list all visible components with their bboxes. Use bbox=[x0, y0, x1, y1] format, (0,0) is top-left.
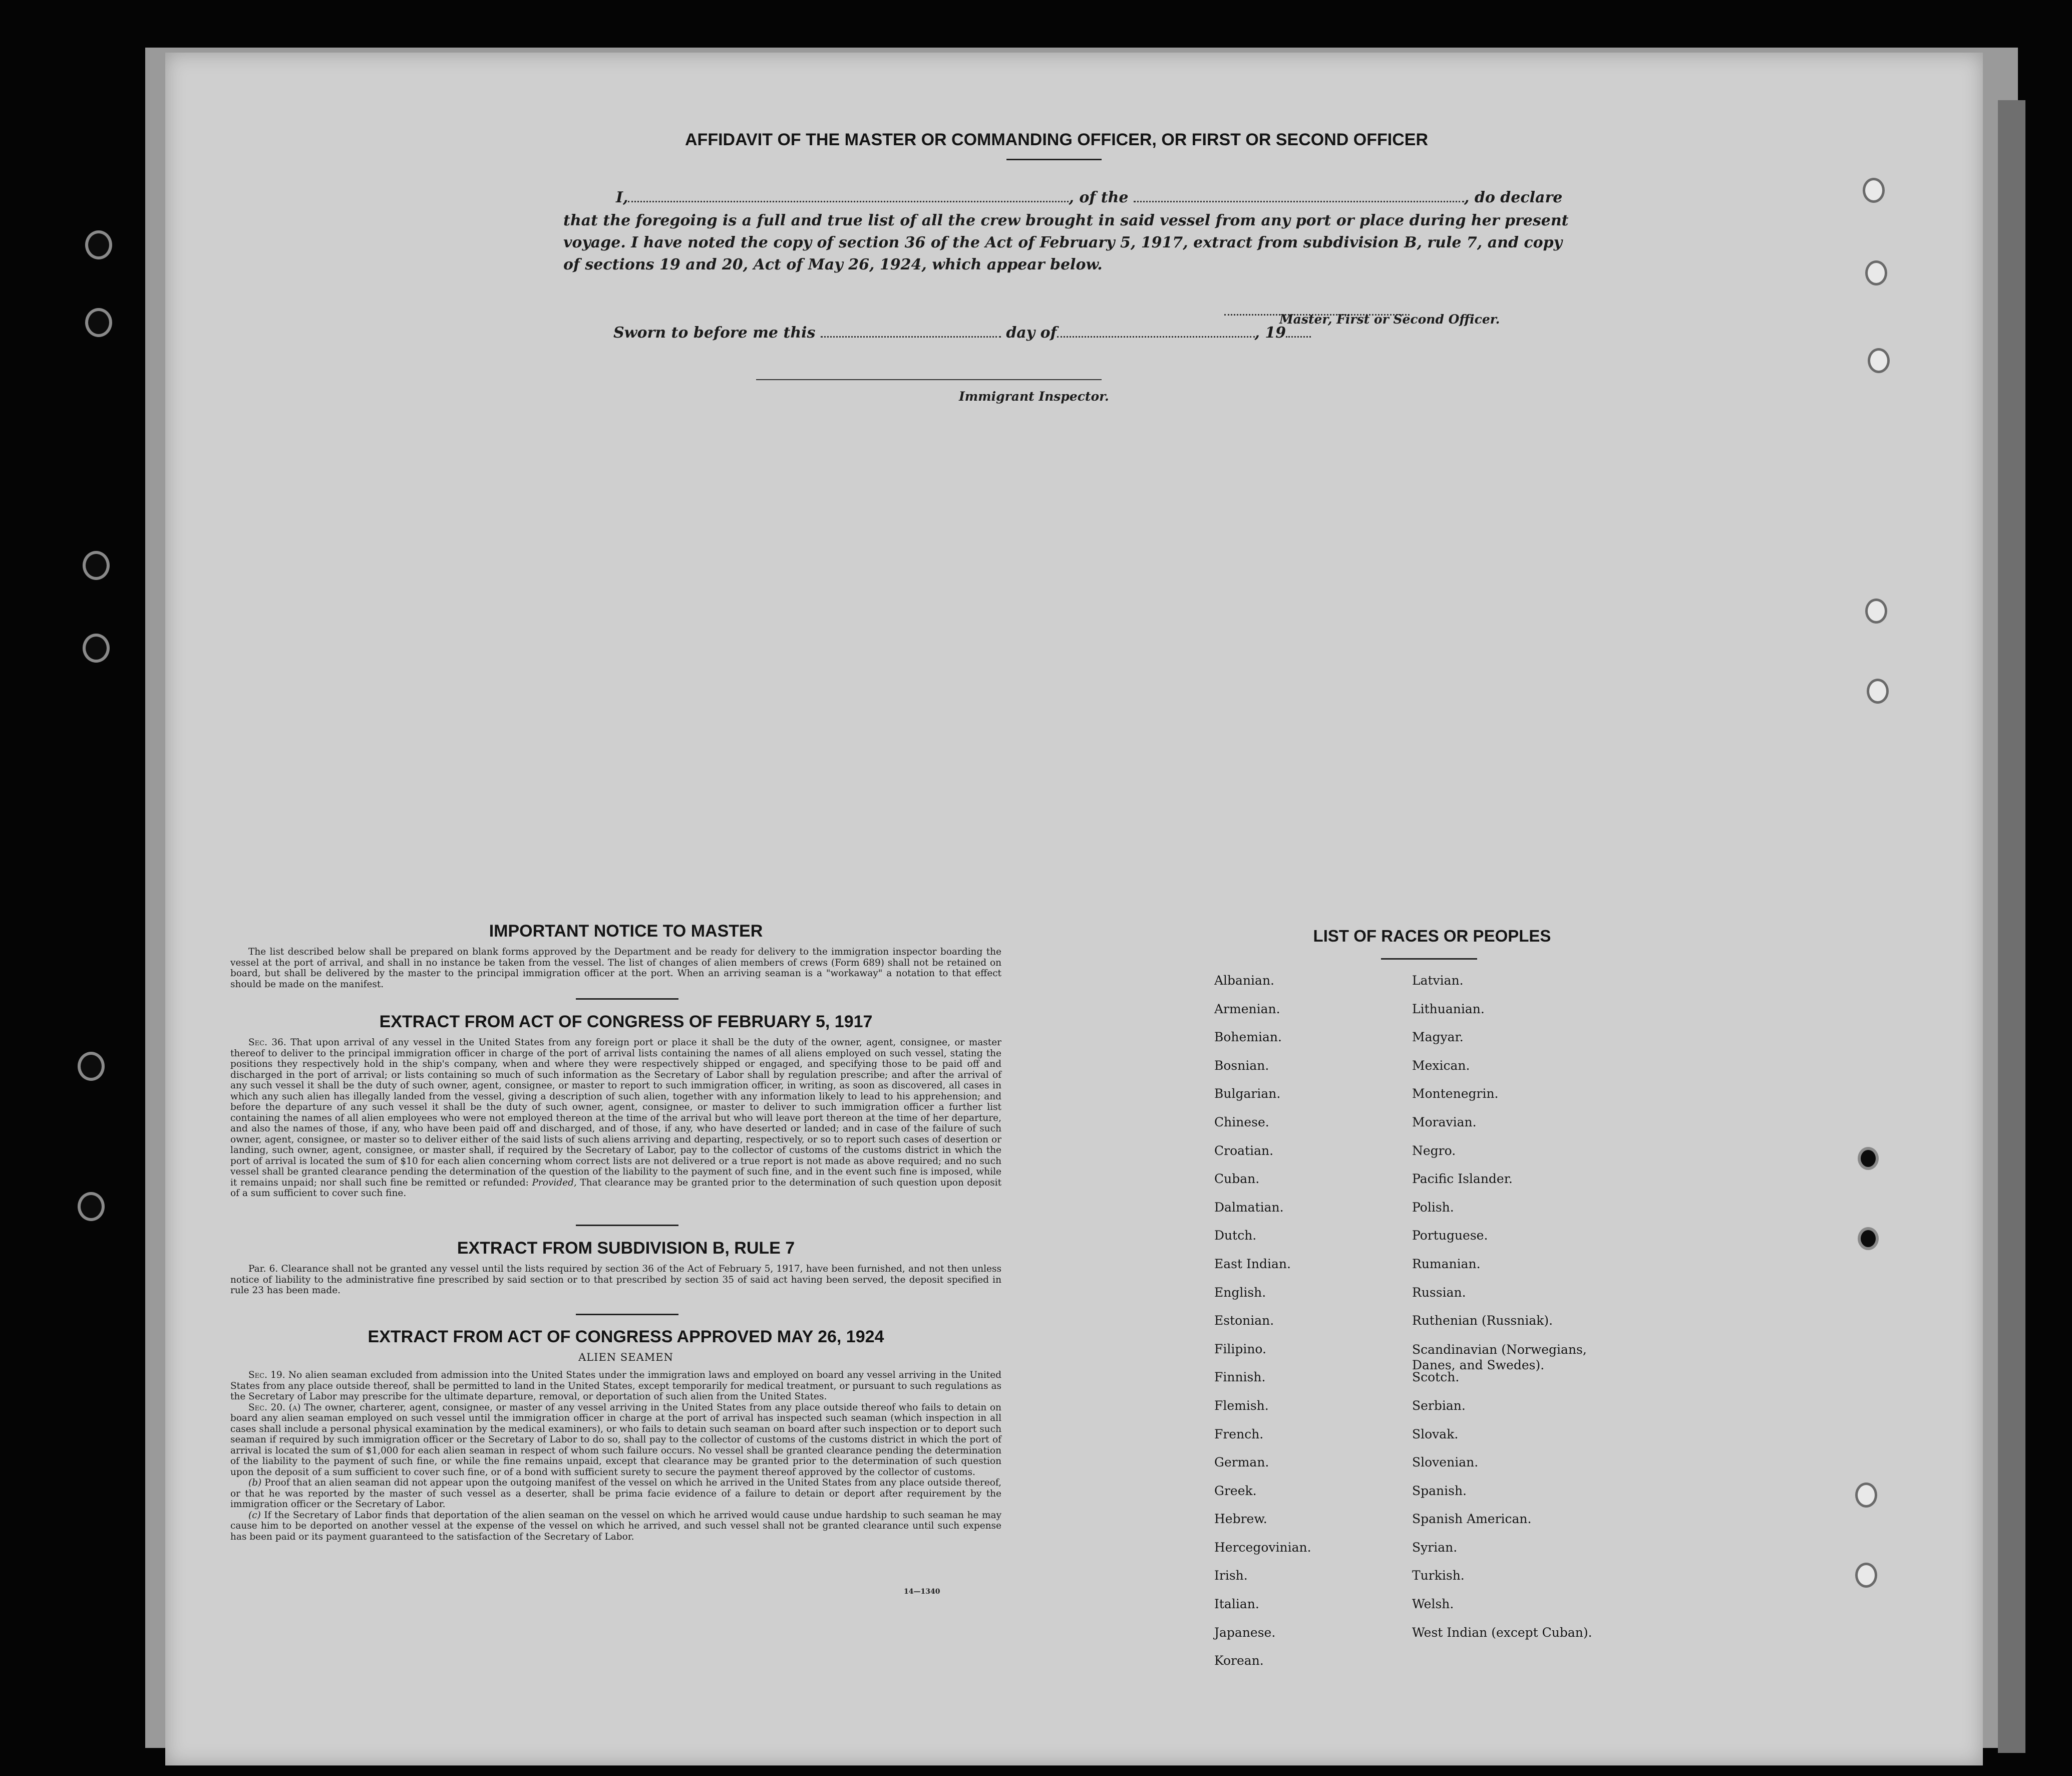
month-blank[interactable] bbox=[1057, 325, 1255, 338]
races-list-right bbox=[1412, 973, 1622, 1653]
race-item: Magyar. bbox=[1412, 1030, 1464, 1045]
sec20c-label: (c) bbox=[248, 1510, 261, 1521]
race-item: Bohemian. bbox=[1214, 1030, 1282, 1045]
race-item: Scotch. bbox=[1412, 1370, 1460, 1385]
race-item: Turkish. bbox=[1412, 1568, 1465, 1583]
binder-hole bbox=[1855, 1483, 1877, 1508]
race-item: Hercegovinian. bbox=[1214, 1540, 1311, 1555]
sec19-text: No alien seaman excluded from admission into the United States under the immigration laws and employed on board any vessel arriving in the United States from any place outside thereof, shall be permitted to land in the United States, except temporarily for medical treatment, or pursuant to such regulations as the Secretary of Labor may prescribe for the ultimate departure, removal, or deportation of such alien from the United States. bbox=[230, 1370, 1002, 1402]
sec20a-text: The owner, charterer, agent, consignee, or master of any vessel arriving in the United States from any place outside thereof who fails to detain on board any alien seaman employed on such vessel until the immigration officer in charge at the port of arrival has inspected such seaman (which inspection in all cases shall include a personal physical examination by the medical examiners), or who fails to detain such seaman on board after such inspection or to deport such seaman if required by such immigration officer or the Secretary of Labor to do so, shall pay to the collector of customs of the customs district in which the port of arrival is located the sum of $1,000 for each alien seaman in respect of whom such failure occurs. No vessel shall be granted clearance pending the determination of the liability to the payment of such fine, or while the fine remains unpaid, except that clearance may be granted prior to the determination of such question upon the deposit of a sum sufficient to cover such fine, or of a bond with sufficient surety to secure the payment thereof approved by the collector of customs. bbox=[230, 1402, 1001, 1477]
form-number: 14—1340 bbox=[904, 1588, 940, 1596]
rule7-divider bbox=[576, 1314, 678, 1315]
race-item: Latvian. bbox=[1412, 973, 1464, 988]
races-title: LIST OF RACES OR PEOPLES bbox=[1313, 927, 1551, 945]
race-item: Lithuanian. bbox=[1412, 1001, 1485, 1016]
race-item: West Indian (except Cuban). bbox=[1412, 1625, 1592, 1640]
affidavit-line-4: of sections 19 and 20, Act of May 26, 1924, which appear below. bbox=[563, 256, 1103, 273]
provided-word: Provided, bbox=[532, 1177, 577, 1188]
race-item: Dutch. bbox=[1214, 1228, 1257, 1243]
race-item: Serbian. bbox=[1412, 1398, 1466, 1413]
binder-hole bbox=[78, 1052, 105, 1081]
sec20b-label: (b) bbox=[248, 1477, 262, 1488]
race-item: Bosnian. bbox=[1214, 1058, 1269, 1073]
binder-hole bbox=[1865, 599, 1887, 624]
race-item: Filipino. bbox=[1214, 1341, 1266, 1356]
affidavit-line-3: voyage. I have noted the copy of section 36 of the Act of February 5, 1917, extract from subdivision B, rule 7, and copy bbox=[563, 234, 1563, 251]
race-item: Finnish. bbox=[1214, 1370, 1266, 1385]
races-list-left bbox=[1214, 973, 1311, 1682]
race-item: Croatian. bbox=[1214, 1143, 1274, 1158]
race-item: Italian. bbox=[1214, 1597, 1259, 1612]
binder-hole bbox=[1855, 1563, 1877, 1588]
affidavit-line-2: that the foregoing is a full and true list of all the crew brought in said vessel from any port or place during her present bbox=[563, 212, 1569, 229]
race-item: Cuban. bbox=[1214, 1171, 1260, 1187]
race-item: Albanian. bbox=[1214, 973, 1275, 988]
race-item: Mexican. bbox=[1412, 1058, 1470, 1073]
master-label: Master, First or Second Officer. bbox=[1279, 312, 1500, 327]
races-divider bbox=[1381, 958, 1477, 960]
race-item: Portuguese. bbox=[1412, 1228, 1488, 1243]
binder-hole bbox=[1868, 348, 1890, 373]
notice-divider bbox=[576, 998, 678, 1000]
notice-title: IMPORTANT NOTICE TO MASTER bbox=[489, 922, 763, 941]
race-item: Estonian. bbox=[1214, 1313, 1274, 1328]
race-item: Flemish. bbox=[1214, 1398, 1269, 1413]
rule7-paragraph: Par. 6. Clearance shall not be granted any vessel until the lists required by section 36 of the Act of February 5, 1917, have been furnished, and not then unless notice of liability to the administrative fine prescribed by said section or to that prescribed by section 35 of said act having been served, the deposit specified in rule 23 has been made. bbox=[230, 1264, 1001, 1296]
race-item: Korean. bbox=[1214, 1653, 1264, 1668]
affidavit-line-1 bbox=[616, 189, 1562, 206]
race-item: Welsh. bbox=[1412, 1597, 1454, 1612]
race-item: Irish. bbox=[1214, 1568, 1248, 1583]
affidavit-title: AFFIDAVIT OF THE MASTER OR COMMANDING OFFICER, OR FIRST OR SECOND OFFICER bbox=[685, 130, 1428, 149]
race-item: Slovak. bbox=[1412, 1426, 1459, 1441]
binder-hole bbox=[83, 634, 110, 663]
inspector-label: Immigrant Inspector. bbox=[959, 389, 1109, 404]
rule7-title: EXTRACT FROM SUBDIVISION B, RULE 7 bbox=[457, 1239, 795, 1258]
race-item: East Indian. bbox=[1214, 1256, 1291, 1271]
extract-1917-text bbox=[230, 1037, 1001, 1199]
year-blank[interactable] bbox=[1286, 325, 1311, 338]
binder-hole bbox=[1858, 1147, 1879, 1170]
rule7-text bbox=[230, 1264, 1001, 1296]
title-divider bbox=[1006, 159, 1102, 160]
race-item: Syrian. bbox=[1412, 1540, 1458, 1555]
race-item: Hebrew. bbox=[1214, 1512, 1267, 1527]
extract-1917-title: EXTRACT FROM ACT OF CONGRESS OF FEBRUARY 5, 1917 bbox=[379, 1012, 873, 1031]
page-edge bbox=[1998, 100, 2025, 1753]
sworn-start: Sworn to before me this bbox=[613, 324, 816, 342]
race-item: Rumanian. bbox=[1412, 1256, 1481, 1271]
name-blank[interactable] bbox=[628, 190, 1069, 202]
race-item: Armenian. bbox=[1214, 1001, 1280, 1016]
race-item: French. bbox=[1214, 1426, 1264, 1441]
sworn-day-of: day of bbox=[1006, 324, 1057, 342]
affidavit-line1-start: I, bbox=[616, 189, 628, 206]
sec36-text-end: That clearance may be granted prior to the determination of such question upon deposit of a sum sufficient to cover such fine. bbox=[230, 1177, 1002, 1199]
race-item: Scandinavian (Norwegians, Danes, and Swedes). bbox=[1412, 1342, 1587, 1372]
binder-hole bbox=[1858, 1227, 1879, 1250]
notice-text bbox=[230, 947, 1001, 990]
sec20c-text: If the Secretary of Labor finds that deportation of the alien seaman on the vessel on which he arrived would cause undue hardship to such seaman he may cause him to be deported on another vessel at the expense of the vessel on which he arrived, and such vessel shall not be granted clearance until such expense has been paid or its payment guaranteed to the satisfaction of the Secretary of Labor. bbox=[230, 1510, 1001, 1542]
sec20-label: Sec. 20. (a) bbox=[248, 1402, 301, 1413]
inspector-signature-line[interactable] bbox=[756, 368, 1102, 380]
notice-paragraph: The list described below shall be prepared on blank forms approved by the Department and be ready for delivery to the immigration inspector boarding the vessel at the port of arrival, and shall in no instance be taken from the vessel. The list of changes of alien members of crews (Form 689) shall not be retained on board, but shall be delivered by the master to the principal immigration officer at the port. When an arriving seaman is a "workaway" a notation to that effect should be made on the manifest. bbox=[230, 947, 1001, 990]
affidavit-line1-end: , do declare bbox=[1464, 189, 1563, 206]
race-item: Pacific Islander. bbox=[1412, 1171, 1513, 1187]
sec19-label: Sec. 19. bbox=[248, 1370, 285, 1380]
race-item: Bulgarian. bbox=[1214, 1086, 1281, 1101]
binder-hole bbox=[1865, 260, 1887, 285]
extract-1924-text bbox=[230, 1370, 1001, 1542]
sec36-label: Sec. 36. bbox=[248, 1037, 286, 1048]
binder-hole bbox=[85, 308, 112, 337]
binder-hole bbox=[83, 551, 110, 580]
race-item: Moravian. bbox=[1412, 1114, 1477, 1129]
sec20b-text: Proof that an alien seaman did not appear upon the outgoing manifest of the vessel on which he arrived in the United States from any place outside thereof, or that he was reported by the master of such vessel as a deserter, shall be prima facie evidence of a failure to detain or deport after requirement by the immigration officer or the Secretary of Labor. bbox=[230, 1477, 1001, 1510]
race-item: English. bbox=[1214, 1285, 1266, 1300]
race-item: Ruthenian (Russniak). bbox=[1412, 1313, 1553, 1328]
binder-hole bbox=[78, 1192, 105, 1221]
race-item: Negro. bbox=[1412, 1143, 1456, 1158]
extract-1924-title: EXTRACT FROM ACT OF CONGRESS APPROVED MAY 26, 1924 bbox=[368, 1327, 884, 1346]
extract-1917-divider bbox=[576, 1225, 678, 1226]
binder-hole bbox=[1863, 178, 1885, 203]
race-item: Montenegrin. bbox=[1412, 1086, 1499, 1101]
binder-hole bbox=[85, 230, 112, 259]
race-item: Slovenian. bbox=[1412, 1455, 1479, 1470]
race-item: Spanish. bbox=[1412, 1483, 1467, 1498]
affidavit-line1-of: , of the bbox=[1069, 189, 1129, 206]
sworn-year: , 19 bbox=[1254, 324, 1286, 342]
race-item: Spanish American. bbox=[1412, 1512, 1532, 1527]
day-blank[interactable] bbox=[821, 325, 1001, 338]
race-item: Dalmatian. bbox=[1214, 1200, 1284, 1215]
binder-hole bbox=[1867, 679, 1889, 704]
race-item: Greek. bbox=[1214, 1483, 1257, 1498]
race-item: Japanese. bbox=[1214, 1625, 1276, 1640]
document-sheet bbox=[165, 53, 1983, 1765]
race-item: Russian. bbox=[1412, 1285, 1466, 1300]
vessel-blank[interactable] bbox=[1134, 190, 1464, 202]
sec36-text: That upon arrival of any vessel in the United States from any foreign port or place it shall be the duty of the owner, agent, consignee, or master thereof to deliver to the principal immigration officer in charge of the port of arrival lists containing the names of all aliens employed on such vessel, stating the positions they respectively hold in the ship's company, when and where they were respectively shipped or engaged, and specifying those to be paid off and discharged in the port of arrival; or lists containing so much of such information as the Secretary of Labor shall by regulation prescribe; and after the arrival of any such vessel it shall be the duty of such owner, agent, consignee, or master to report to such immigration officer, in writing, as soon as discovered, all cases in which any such alien has illegally landed from the vessel, giving a description of such alien, together with any information likely to lead to his apprehension; and before the departure of any such vessel it shall be the duty of such owner, agent, consignee, or master to deliver to such immigration officer a further list containing the names of all alien employees who were not employed thereon at the time of the arrival but who will leave port thereon at the time of her departure, and also the names of those, if any, who have been paid off and discharged, and of those, if any, who have deserted or landed; and in case of the failure of such owner, agent, consignee, or master so to deliver either of the said lists of such aliens arriving and departing, respectively, or so to report such cases of desertion or landing, such owner, agent, consignee, or master shall, if required by the Secretary of Labor, pay to the collector of customs of the customs district in which the port of arrival is located the sum of $10 for each alien concerning whom correct lists are not delivered or a true report is not made as above required; and no such vessel shall be granted clearance pending the determination of the question of the liability to the payment of such fine, and in the event such fine is imposed, while it remains unpaid; nor shall such fine be remitted or refunded: bbox=[230, 1037, 1001, 1188]
alien-seamen-subtitle: ALIEN SEAMEN bbox=[578, 1351, 673, 1363]
race-item: German. bbox=[1214, 1455, 1269, 1470]
sworn-line bbox=[613, 324, 1311, 342]
race-item: Chinese. bbox=[1214, 1114, 1269, 1129]
race-item: Polish. bbox=[1412, 1200, 1454, 1215]
